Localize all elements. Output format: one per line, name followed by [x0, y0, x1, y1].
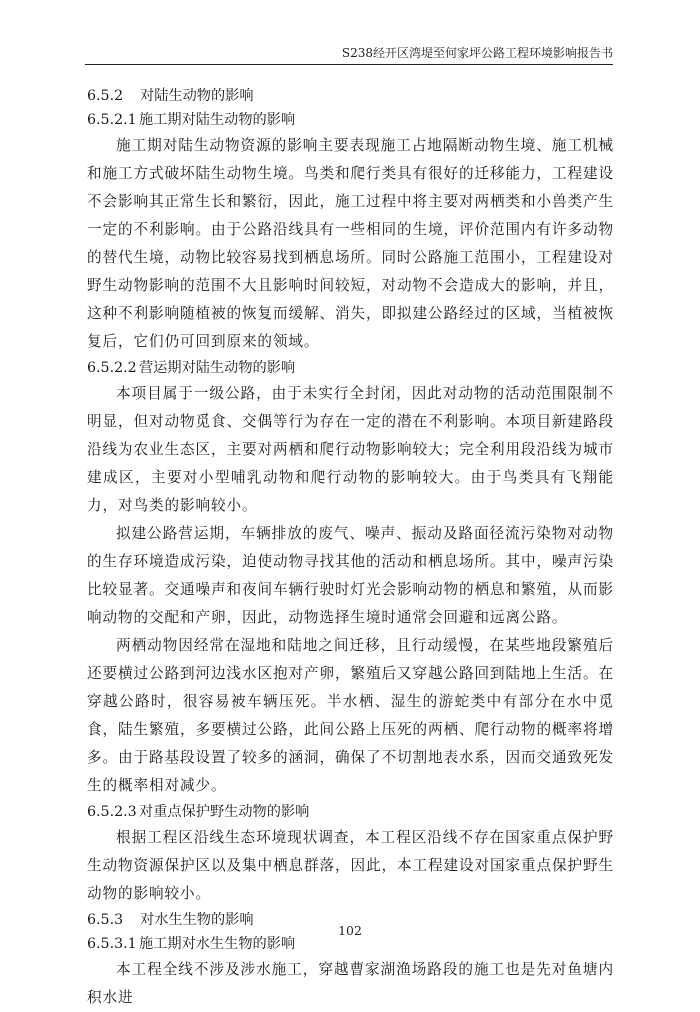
paragraph-operation-highway: 本项目属于一级公路，由于未实行全封闭，因此对动物的活动范围限制不明显，但对动物觅食、交偶等行为存在一定的潜在不利影响。本项目新建路段沿线为农业生态区，主要对两栖和爬行动物影响较大；完全利用段沿线为城市建成区，主要对小型哺乳动物和爬行动物的影响较大。由于鸟类具有飞翔能力，对鸟类的影响较小。 — [87, 385, 614, 514]
section-number: 6.5.2.1 — [87, 112, 137, 128]
section-heading-6-5-2-1 — [87, 108, 614, 132]
section-heading-6-5-2-3 — [87, 800, 614, 824]
section-number: 6.5.2.2 — [87, 360, 137, 376]
paragraph-aquatic-construction: 本工程全线不涉及涉水施工，穿越曹家湖渔场路段的施工也是先对鱼塘内积水进 — [87, 961, 614, 1006]
paragraph-protected-wildlife: 根据工程区沿线生态环境现状调查，本工程区沿线不存在国家重点保护野生动物资源保护区以及集中栖息群落，因此，本工程建设对国家重点保护野生动物的影响较小。 — [87, 829, 614, 902]
section-number: 6.5.3 — [87, 912, 124, 928]
section-number: 6.5.2 — [87, 88, 124, 104]
section-number: 6.5.2.3 — [87, 804, 137, 820]
page-header — [85, 44, 613, 65]
paragraph-construction-impact: 施工期对陆生动物资源的影响主要表现施工占地隔断动物生境、施工机械和施工方式破坏陆生动物生境。鸟类和爬行类具有很好的迁移能力，工程建设不会影响其正常生长和繁衍，因此，施工过程中将主要对两栖类和小兽类产生一定的不利影响。由于公路沿线具有一些相同的生境，评价范围内有许多动物的替代生境，动物比较容易找到栖息场所。同时公路施工范围小，工程建设对野生动物影响的范围不大且影响时间较短，对动物不会造成大的影响，并且，这种不利影响随植被的恢复而缓解、消失，即拟建公路经过的区域，当植被恢复后，它们仍可回到原来的领域。 — [87, 137, 614, 350]
section-title: 营运期对陆生动物的影响 — [139, 360, 296, 376]
section-title: 施工期对陆生动物的影响 — [139, 112, 296, 128]
section-title: 对重点保护野生动物的影响 — [139, 804, 310, 820]
document-title: S238经开区湾堤至何家坪公路工程环境影响报告书 — [341, 46, 613, 60]
document-body — [87, 84, 614, 1012]
section-number: 6.5.3.1 — [87, 936, 137, 952]
section-title: 施工期对水生生物的影响 — [139, 936, 296, 952]
section-heading-6-5-2 — [87, 84, 614, 108]
paragraph-operation-pollution: 拟建公路营运期，车辆排放的废气、噪声、振动及路面径流污染物对动物的生存环境造成污染，迫使动物寻找其他的活动和栖息场所。其中，噪声污染比较显著。交通噪声和夜间车辆行驶时灯光会影响动物的栖息和繁殖，从而影响动物的交配和产卵，因此，动物选择生境时通常会回避和远离公路。 — [87, 525, 614, 626]
section-title: 对水生生物的影响 — [140, 912, 254, 928]
page-number: 102 — [338, 923, 362, 938]
section-title: 对陆生动物的影响 — [140, 88, 254, 104]
section-heading-6-5-2-2 — [87, 356, 614, 380]
paragraph-amphibians: 两栖动物因经常在湿地和陆地之间迁移，且行动缓慢，在某些地段繁殖后还要横过公路到河边浅水区抱对产卵，繁殖后又穿越公路回到陆地上生活。在穿越公路时，很容易被车辆压死。半水栖、湿生的游蛇类中有部分在水中觅食，陆生繁殖，多要横过公路，此间公路上压死的两栖、爬行动物的概率将增多。由于路基段设置了较多的涵洞，确保了不切割地表水系，因而交通致死发生的概率相对减少。 — [87, 637, 614, 794]
